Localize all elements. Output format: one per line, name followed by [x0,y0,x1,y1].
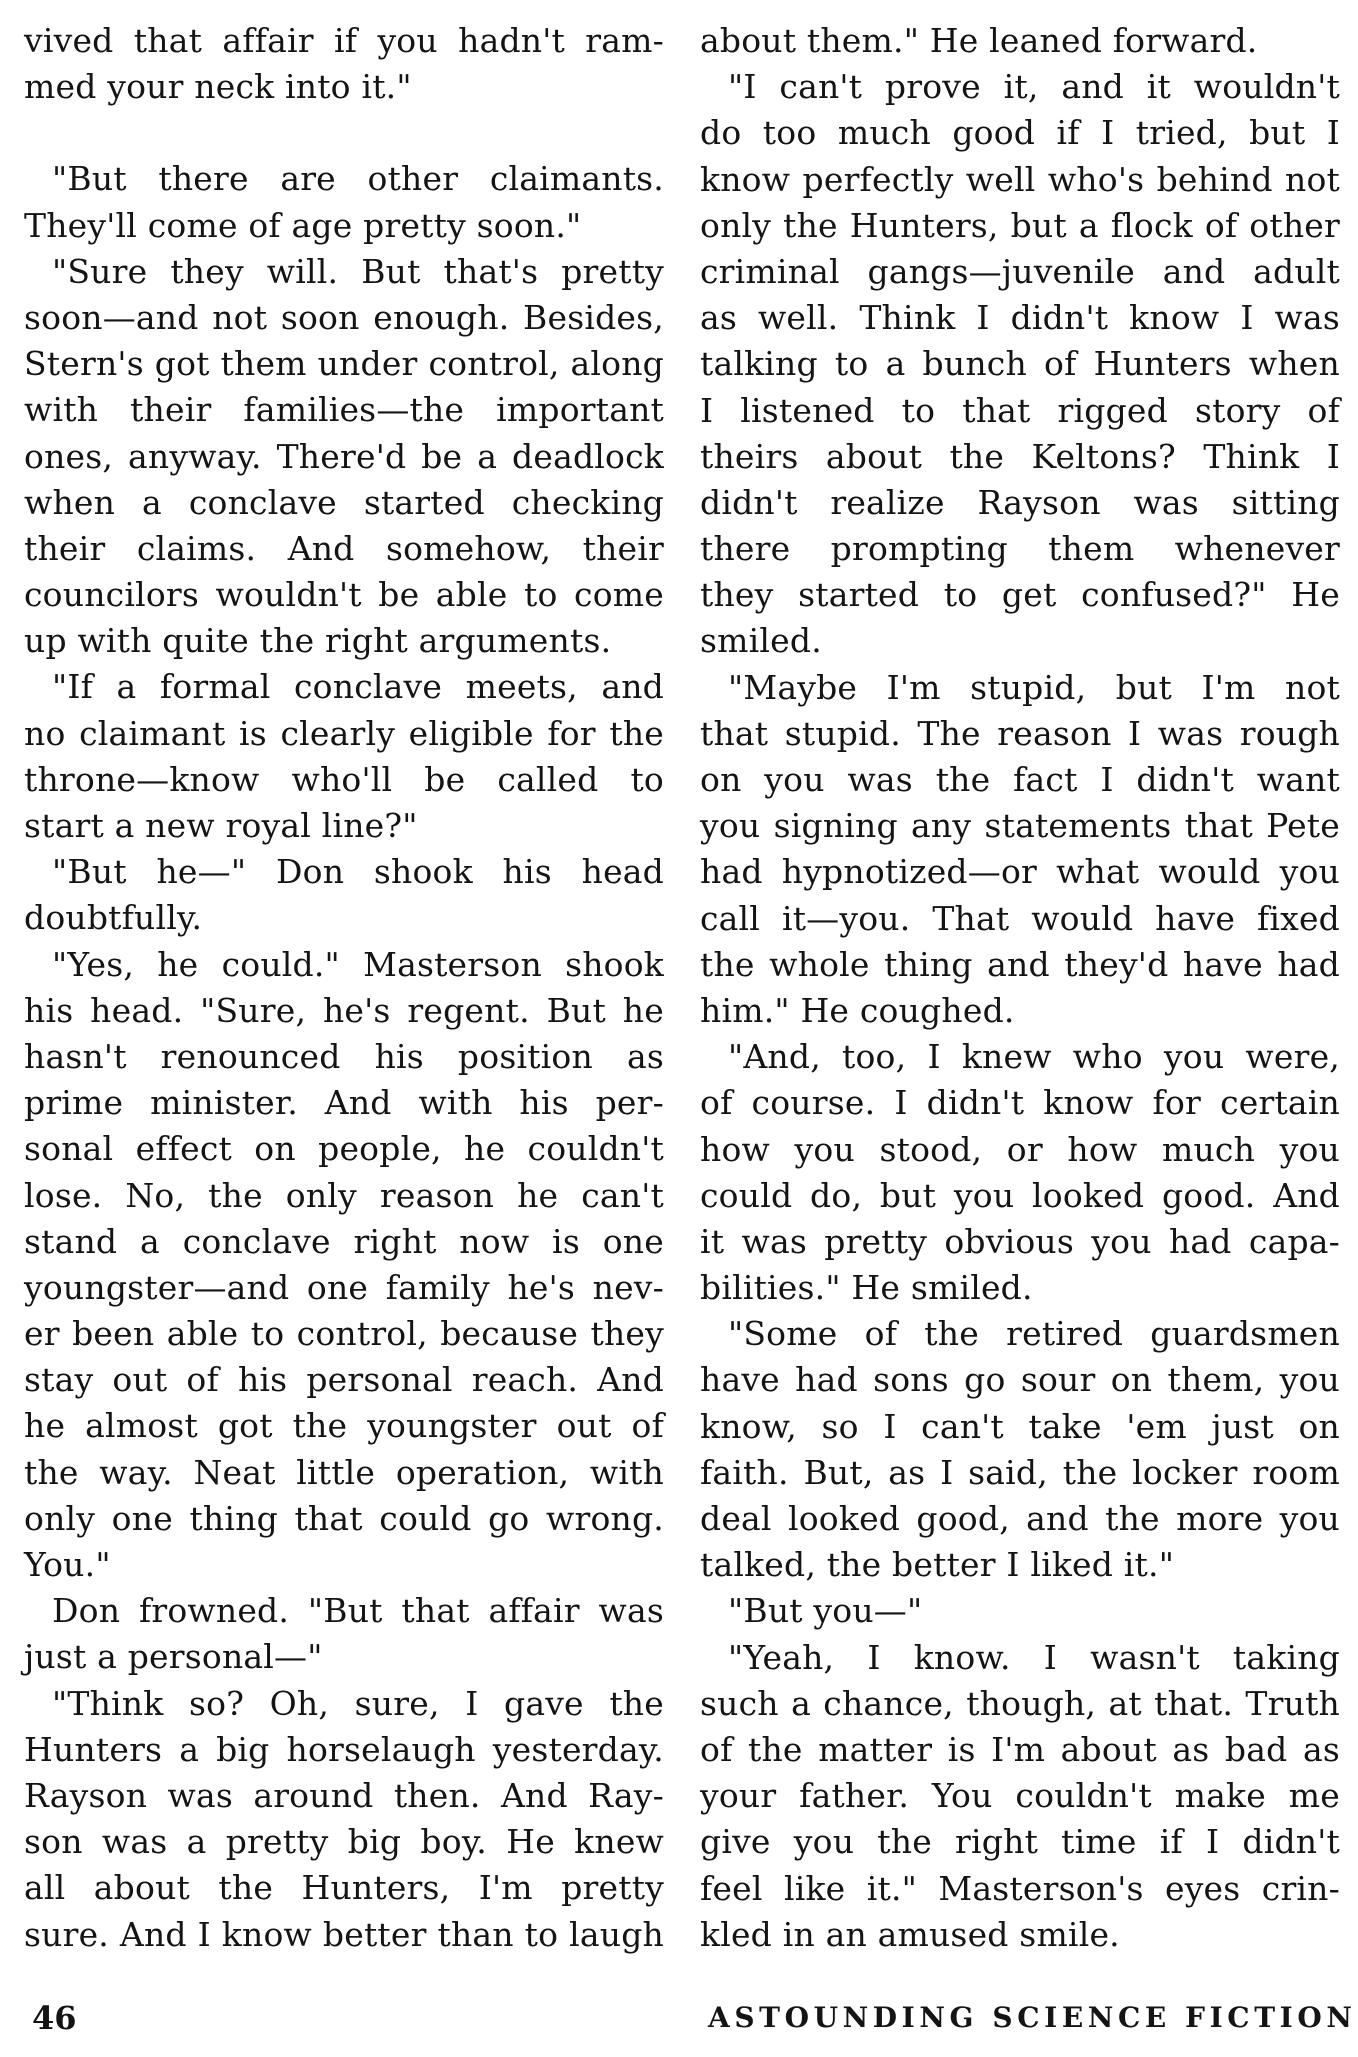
text-line: that stupid. The reason I was rough [700,713,1340,753]
text-line: lose. No, the only reason he can't [24,1175,664,1215]
text-line: no claimant is clearly eligible for the [24,713,664,753]
text-line: "But you—" [728,1591,923,1631]
text-line: "But he—" Don shook his head [52,852,664,892]
text-line: bilities." He smiled. [700,1268,1033,1308]
text-line: with their families—the important [24,390,664,430]
text-line: Don frowned. "But that affair was [52,1591,664,1631]
text-line: do too much good if I tried, but I [700,113,1340,153]
text-line: theirs about the Keltons? Think I [700,436,1340,476]
text-line: about them." He leaned forward. [700,21,1258,60]
text-line: how you stood, or how much you [700,1129,1340,1169]
text-line: of the matter is I'm about as bad as [700,1729,1340,1769]
text-line: ones, anyway. There'd be a deadlock [24,436,664,476]
text-line: "Sure they will. But that's pretty [52,251,664,291]
text-line: on you was the fact I didn't want [700,760,1340,799]
text-line: "Think so? Oh, sure, I gave the [52,1683,664,1723]
text-line: start a new royal line?" [24,806,418,845]
text-line: vived that affair if you hadn't ram- [24,21,664,60]
text-line: "Yes, he could." Masterson shook [52,944,664,984]
text-line: the whole thing and they'd have had [700,944,1340,984]
text-line: doubtfully. [24,898,203,938]
text-line: didn't realize Rayson was sitting [700,482,1340,522]
text-line: "I can't prove it, and it wouldn't [728,67,1340,107]
text-line: as well. Think I didn't know I was [700,298,1340,338]
text-line: They'll come of age pretty soon." [24,205,582,245]
text-line: "If a formal conclave meets, and [52,667,664,707]
text-line: prime minister. And with his per- [24,1083,664,1123]
text-line: youngster—and one family he's nev- [24,1267,664,1307]
running-footer: ASTOUNDING SCIENCE FICTION [708,2001,1357,2034]
text-line: "Yeah, I know. I wasn't taking [728,1637,1340,1677]
text-line: deal looked good, and the more you [700,1499,1340,1538]
text-line: talking to a bunch of Hunters when [700,344,1340,384]
text-line: just a personal—" [24,1637,323,1677]
text-line: I listened to that rigged story of [700,390,1340,430]
text-line: sonal effect on people, he couldn't [24,1129,664,1169]
text-line: you signing any statements that Pete [700,806,1340,846]
text-line: only the Hunters, but a flock of other [700,205,1340,245]
text-line: there prompting them whenever [700,529,1340,569]
right-text-column [700,18,1340,1958]
text-line: had hypnotized—or what would you [700,852,1340,892]
text-line: er been able to control, because they [24,1314,664,1354]
text-line: kled in an amused smile. [700,1914,1120,1954]
text-line: his head. "Sure, he's regent. But he [24,990,664,1030]
text-line: all about the Hunters, I'm pretty [24,1868,664,1908]
text-line: med your neck into it." [24,67,412,107]
text-line: know perfectly well who's behind not [700,159,1340,199]
text-line: up with quite the right arguments. [24,621,612,661]
text-line: their claims. And somehow, their [24,528,664,568]
text-line: son was a pretty big boy. He knew [24,1822,664,1862]
text-line: "Maybe I'm stupid, but I'm not [728,667,1340,707]
text-line: Rayson was around then. And Ray- [24,1775,664,1815]
text-line: the way. Neat little operation, with [24,1452,664,1492]
text-line: your father. You couldn't make me [700,1776,1340,1816]
left-text-column [24,18,664,1958]
page-number: 46 [32,1999,77,2037]
text-line: sure. And I know better than to laugh [24,1914,664,1954]
text-line: talked, the better I liked it." [700,1545,1175,1585]
text-line: him." He coughed. [700,990,1015,1030]
text-line: have had sons go sour on them, you [700,1360,1340,1400]
text-line: Hunters a big horselaugh yesterday. [24,1729,664,1769]
text-line: criminal gangs—juvenile and adult [700,251,1340,291]
text-line: throne—know who'll be called to [24,759,664,799]
text-line: soon—and not soon enough. Besides, [24,297,664,337]
text-line: "And, too, I knew who you were, [728,1037,1340,1077]
text-line: feel like it." Masterson's eyes crin- [700,1868,1340,1908]
text-line: "Some of the retired guardsmen [728,1314,1340,1354]
text-line: "But there are other claimants. [52,159,664,199]
text-line: he almost got the youngster out of [24,1406,664,1446]
text-line: faith. But, as I said, the locker room [700,1452,1340,1492]
text-line: You." [24,1545,111,1584]
text-line: could do, but you looked good. And [700,1175,1340,1215]
text-line: only one thing that could go wrong. [24,1498,664,1538]
text-line: stay out of his personal reach. And [24,1360,664,1400]
text-line: it was pretty obvious you had capa- [700,1221,1340,1261]
text-line: call it—you. That would have fixed [700,898,1340,938]
text-line: of course. I didn't know for certain [700,1083,1340,1123]
text-line: know, so I can't take 'em just on [700,1406,1340,1446]
text-line: when a conclave started checking [24,482,664,522]
text-line: smiled. [700,621,822,661]
text-line: stand a conclave right now is one [24,1221,664,1261]
text-line: hasn't renounced his position as [24,1036,664,1076]
text-line: they started to get confused?" He [700,575,1340,615]
text-line: Stern's got them under control, along [24,344,664,384]
text-line: councilors wouldn't be able to come [24,575,664,615]
text-line: such a chance, though, at that. Truth [700,1683,1340,1723]
text-line: give you the right time if I didn't [700,1822,1340,1862]
